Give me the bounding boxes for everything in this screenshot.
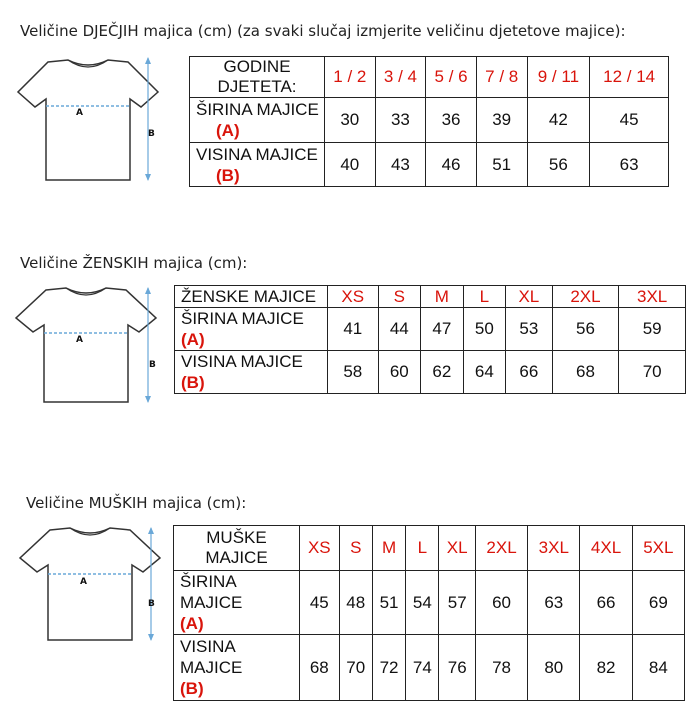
women-size-table: [174, 285, 686, 394]
table-cell: 42: [527, 98, 590, 143]
table-cell: 39: [476, 98, 527, 143]
row-label-width: ŠIRINA MAJICE (A): [174, 571, 300, 635]
size-header: 1 / 2: [325, 57, 376, 98]
table-cell: 44: [378, 308, 421, 351]
row-label-width: ŠIRINA MAJICE (A): [175, 308, 328, 351]
table-cell: 53: [506, 308, 553, 351]
table-cell: 51: [476, 143, 527, 187]
table-cell: 50: [463, 308, 506, 351]
tshirt-diagram-women: [6, 282, 166, 412]
size-header: 7 / 8: [476, 57, 527, 98]
table-cell: 78: [475, 635, 527, 701]
size-header: 5XL: [632, 526, 684, 571]
table-cell: 60: [378, 351, 421, 394]
tshirt-diagram-kids: [8, 52, 168, 192]
table-cell: 59: [619, 308, 686, 351]
table-cell: 69: [632, 571, 684, 635]
size-header: 2XL: [552, 286, 619, 308]
table-cell: 70: [619, 351, 686, 394]
size-header: 3 / 4: [375, 57, 426, 98]
table-cell: 40: [325, 143, 376, 187]
table-cell: 64: [463, 351, 506, 394]
size-header: 3XL: [528, 526, 580, 571]
shirt-label-a: A: [76, 108, 83, 118]
size-header: 2XL: [475, 526, 527, 571]
size-header: S: [339, 526, 372, 571]
table-cell: 74: [406, 635, 439, 701]
table-cell: 63: [528, 571, 580, 635]
row-label-height: VISINA MAJICE (B): [190, 143, 325, 187]
table-cell: 47: [421, 308, 464, 351]
table-corner: MUŠKE MAJICE: [174, 526, 300, 571]
size-header: 5 / 6: [426, 57, 477, 98]
size-header: L: [406, 526, 439, 571]
row-label-height: VISINA MAJICE (B): [174, 635, 300, 701]
table-cell: 82: [580, 635, 632, 701]
size-header: M: [421, 286, 464, 308]
table-cell: 48: [339, 571, 372, 635]
table-cell: 68: [552, 351, 619, 394]
table-cell: 51: [372, 571, 405, 635]
size-header: XS: [300, 526, 340, 571]
table-corner: ŽENSKE MAJICE: [175, 286, 328, 308]
table-cell: 56: [552, 308, 619, 351]
table-cell: 76: [439, 635, 475, 701]
table-cell: 70: [339, 635, 372, 701]
table-cell: 57: [439, 571, 475, 635]
table-cell: 46: [426, 143, 477, 187]
size-header: 12 / 14: [590, 57, 669, 98]
shirt-label-b: B: [148, 599, 155, 609]
size-header: S: [378, 286, 421, 308]
size-header: XS: [328, 286, 379, 308]
table-cell: 30: [325, 98, 376, 143]
men-size-table: [173, 525, 685, 701]
size-header: L: [463, 286, 506, 308]
table-cell: 41: [328, 308, 379, 351]
table-cell: 66: [580, 571, 632, 635]
table-cell: 84: [632, 635, 684, 701]
table-cell: 56: [527, 143, 590, 187]
tshirt-diagram-men: [10, 522, 170, 652]
table-cell: 60: [475, 571, 527, 635]
row-label-width: ŠIRINA MAJICE (A): [190, 98, 325, 143]
table-cell: 62: [421, 351, 464, 394]
shirt-label-b: B: [149, 360, 156, 370]
kids-caption: Veličine DJEČJIH majica (cm) (za svaki slučaj izmjerite veličinu djetetove majice):: [20, 22, 626, 40]
size-header: XL: [439, 526, 475, 571]
women-caption: Veličine ŽENSKIH majica (cm):: [20, 254, 248, 272]
table-cell: 66: [506, 351, 553, 394]
size-header: M: [372, 526, 405, 571]
shirt-label-b: B: [148, 129, 155, 139]
table-cell: 58: [328, 351, 379, 394]
size-header: 9 / 11: [527, 57, 590, 98]
size-header: 4XL: [580, 526, 632, 571]
shirt-label-a: A: [80, 577, 87, 587]
table-cell: 36: [426, 98, 477, 143]
row-label-height: VISINA MAJICE (B): [175, 351, 328, 394]
size-header: 3XL: [619, 286, 686, 308]
table-cell: 68: [300, 635, 340, 701]
table-cell: 54: [406, 571, 439, 635]
table-cell: 63: [590, 143, 669, 187]
table-cell: 45: [590, 98, 669, 143]
table-cell: 43: [375, 143, 426, 187]
table-cell: 80: [528, 635, 580, 701]
size-header: XL: [506, 286, 553, 308]
table-cell: 45: [300, 571, 340, 635]
table-cell: 33: [375, 98, 426, 143]
men-caption: Veličine MUŠKIH majica (cm):: [26, 494, 247, 512]
kids-size-table: [189, 56, 669, 187]
table-corner: GODINE DJETETA:: [190, 57, 325, 98]
table-cell: 72: [372, 635, 405, 701]
shirt-label-a: A: [76, 335, 83, 345]
